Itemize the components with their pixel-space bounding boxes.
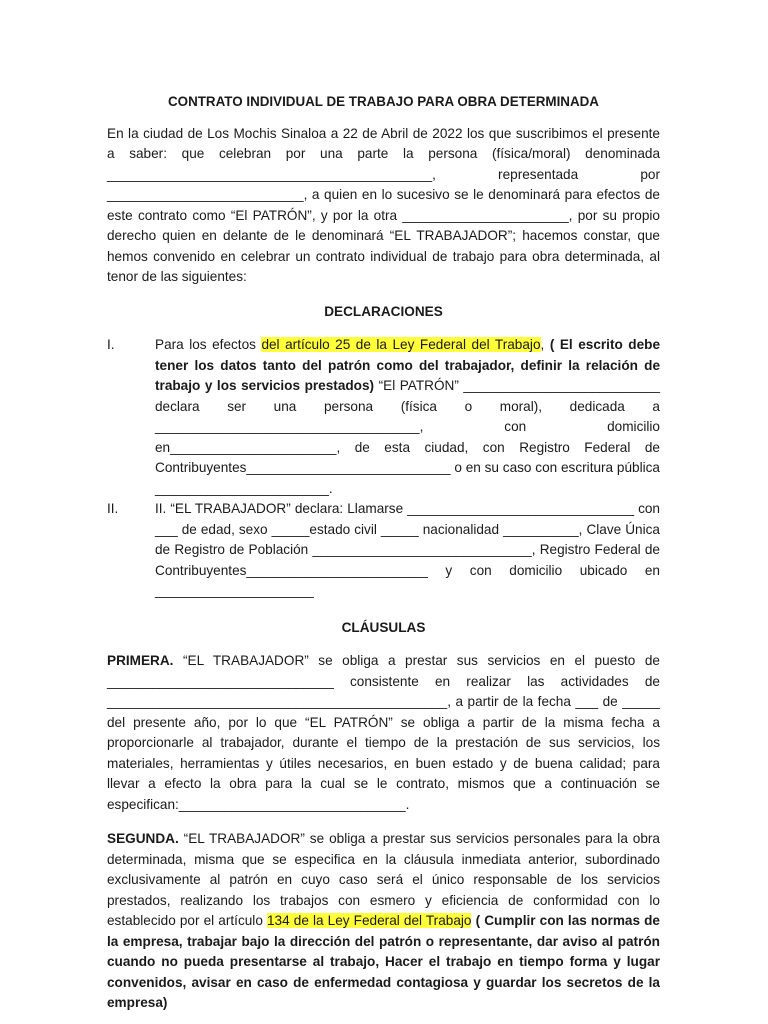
clause-segunda-label: SEGUNDA. bbox=[107, 831, 179, 846]
declaration-2-body: II. “EL TRABAJADOR” declara: Llamarse ______________________________ con ___ de edad, sexo _____estado civil _____ nacionalidad __________, Clave Única de Registro de Población _____________________________, Registro Federal de Contribuyentes________________________ y con domicilio ubicado en _____________________ bbox=[155, 501, 660, 598]
clause-primera-text: “EL TRABAJADOR” se obliga a prestar sus servicios en el puesto de ______________________________ consistente en realizar las actividades de _____________________________________________, a partir de la fecha ___ de _____ del presente año, por lo que “EL PATRÓN” se obliga a partir de la misma fecha a proporcionarle al trabajador, durante el tiempo de la prestación de sus servicios, los materiales, herramientas y útiles necesarios, en buen estado y de buena calidad; para llevar a efecto la obra para la cual se le contrato, mismos que a continuación se especifican:______________________________. bbox=[107, 653, 660, 812]
declaration-2 bbox=[107, 499, 660, 602]
declaration-1-body bbox=[155, 335, 660, 499]
clause-segunda bbox=[107, 829, 660, 1014]
clause-primera-label: PRIMERA. bbox=[107, 653, 174, 668]
highlight-article-134: 134 de la Ley Federal del Trabajo bbox=[266, 913, 472, 928]
declaration-1-mid: , bbox=[540, 337, 550, 352]
intro-paragraph: En la ciudad de Los Mochis Sinaloa a 22 de Abril de 2022 los que suscribimos el presente a saber: que celebran por una parte la persona (física/moral) denominada ___________________________________________, representada por __________________________, a quien en lo sucesivo se le denominará para efectos de este contrato como “El PATRÓN”, y por la otra ______________________, por su propio derecho quien en delante de le denominará “EL TRABAJADOR”; hacemos constar, que hemos convenido en celebrar un contrato individual de trabajo para obra determinada, al tenor de las siguientes: bbox=[107, 125, 660, 284]
declaration-1 bbox=[107, 335, 660, 499]
declaration-1-pre: Para los efectos bbox=[155, 337, 262, 352]
declaration-2-number: II. bbox=[107, 501, 119, 516]
clause-primera bbox=[107, 651, 660, 815]
declaraciones-heading: DECLARACIONES bbox=[324, 303, 443, 319]
highlight-article-25: del artículo 25 de la Ley Federal del Trabajo bbox=[261, 337, 541, 352]
declaration-1-rest: “El PATRÓN” __________________________ declara ser una persona (física o moral), dedicada a ___________________________________, con domicilio en______________________, de esta ciudad, con Registro Federal de Contribuyentes___________________________ o en su caso con escritura pública _______________________. bbox=[155, 378, 660, 496]
document-title: CONTRATO INDIVIDUAL DE TRABAJO PARA OBRA DETERMINADA bbox=[168, 94, 599, 109]
declaration-1-bold-note: ( El escrito debe tener los datos tanto del patrón como del trabajador, definir la relación de trabajo y los servicios prestados) bbox=[155, 337, 661, 393]
clausulas-heading: CLÁUSULAS bbox=[341, 619, 426, 635]
clause-segunda-text: “EL TRABAJADOR” se obliga a prestar sus servicios personales para la obra determinada, misma que se especifica en la cláusula inmediata anterior, subordinado exclusivamente al patrón en cuyo caso será el único responsable de los servicios prestados, realizando los trabajos con esmero y eficiencia de conformidad con lo establecido por el artículo bbox=[107, 831, 660, 928]
declaration-1-number: I. bbox=[107, 337, 115, 352]
clause-segunda-bold-note: ( Cumplir con las normas de la empresa, trabajar bajo la dirección del patrón o representante, dar aviso al patrón cuando no pueda presentarse al trabajo, Hacer el trabajo en tiempo forma y lugar convenidos, avisar en caso de enfermedad contagiosa y guardar los secretos de la empresa) bbox=[107, 913, 660, 1010]
